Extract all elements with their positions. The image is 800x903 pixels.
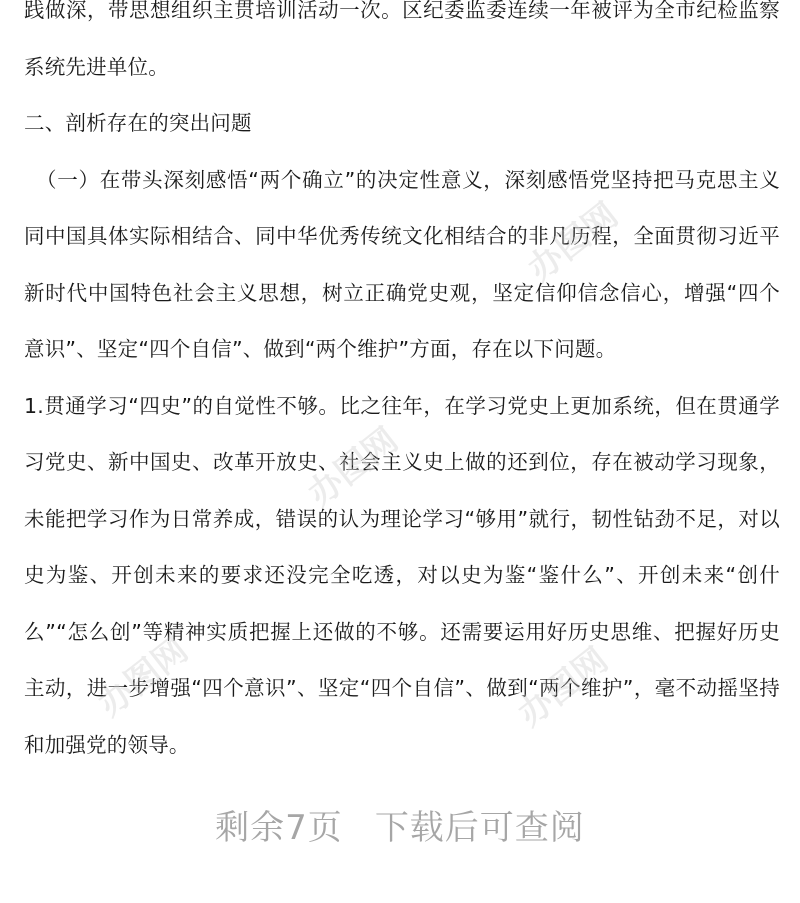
paragraph-intro: 践做深，带思想组织主贯培训活动一次。区纪委监委连续一年被评为全市纪检监察系统先进单位。	[24, 0, 780, 79]
watermark-2: 办图网	[300, 420, 406, 515]
document-body	[24, 0, 780, 773]
section-heading: 二、剖析存在的突出问题	[24, 111, 252, 135]
download-more-banner[interactable]	[0, 800, 800, 849]
paragraph-subsection-1: （一）在带头深刻感悟“两个确立”的决定性意义，深刻感悟党坚持把马克思主义同中国具体实际相结合、同中华优秀传统文化相结合的非凡历程，全面贯彻习近平新时代中国特色社会主义思想，树立正确党史观，坚定信仰信念信心，增强“四个意识”、坚定“四个自信”、做到“两个维护”方面，存在以下问题。	[24, 167, 780, 361]
watermark-4: 办图网	[510, 640, 616, 735]
watermark-3: 办图网	[90, 630, 196, 725]
download-to-view-text: 下载后可查阅	[374, 808, 585, 848]
paragraph-point-1: 1.贯通学习“四史”的自觉性不够。比之往年，在学习党史上更加系统，但在贯通学习党史、新中国史、改革开放史、社会主义史上做的还到位，存在被动学习现象，未能把学习作为日常养成，错误的认为理论学习“够用”就行，韧性钻劲不足，对以史为鉴、开创未来的要求还没完全吃透，对以史为鉴“鉴什么”、开创未来“创什么”“怎么创”等精神实质把握上还做的不够。还需要运用好历史思维、把握好历史主动，进一步增强“四个意识”、坚定“四个自信”、做到“两个维护”，毫不动摇坚持和加强党的领导。	[24, 393, 780, 757]
watermark-1: 办图网	[520, 195, 626, 290]
remaining-pages-text: 剩余7页	[215, 808, 343, 848]
